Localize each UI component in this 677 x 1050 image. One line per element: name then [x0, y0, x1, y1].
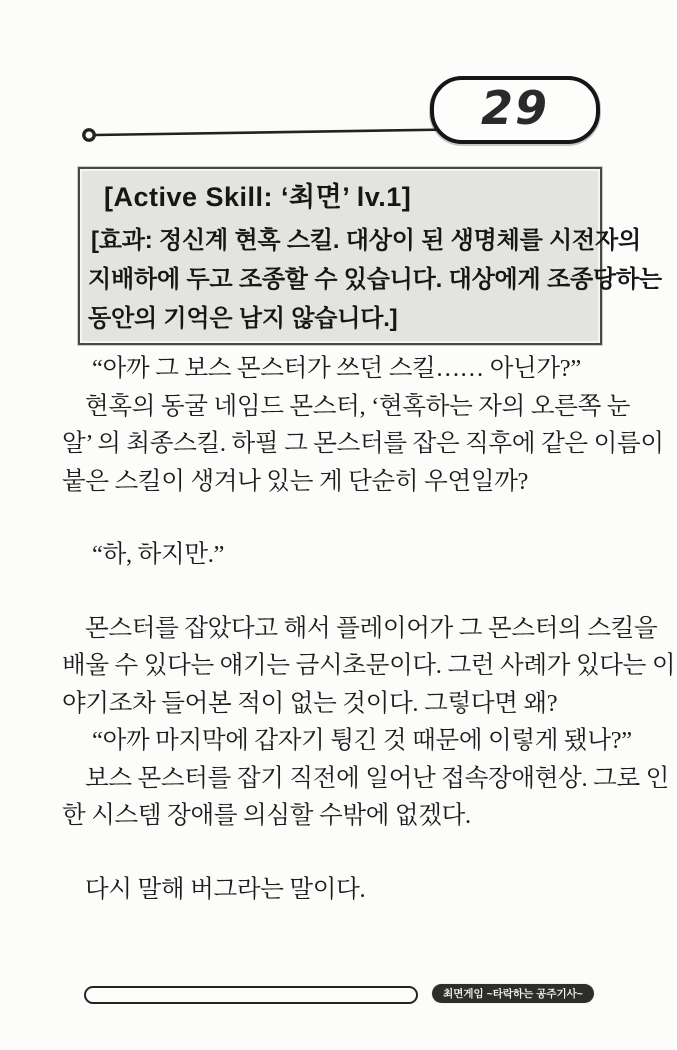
text-line: 몬스터를 잡았다고 해서 플레이어가 그 몬스터의 스킬을: [85, 614, 658, 642]
leader-end-dot: [84, 130, 94, 140]
text-line: 붙은 스킬이 생겨나 있는 게 단순히 우연일까?: [62, 467, 529, 495]
blank-line: [62, 574, 634, 610]
skill-status-window: [78, 167, 662, 345]
body-text: [62, 350, 676, 908]
text-line: “하, 하지만.”: [92, 541, 225, 568]
footer-box: [84, 986, 418, 1004]
skill-effect-line: [효과: 정신계 현혹 스킬. 대상이 된 생명체를 시전자의: [91, 227, 641, 254]
skill-title: [Active Skill: ‘최면’ lv.1]: [104, 182, 412, 212]
blank-line: [62, 500, 634, 536]
chapter-number: 29: [480, 81, 549, 135]
text-line: 야기조차 들어본 적이 없는 것이다. 그렇다면 왜?: [62, 689, 558, 717]
skill-effect-line: 지배하에 두고 조종할 수 있습니다. 대상에게 조종당하는: [88, 266, 662, 293]
text-line: 한 시스템 장애를 의심할 수밖에 없겠다.: [62, 802, 471, 829]
text-line: 다시 말해 버그라는 말이다.: [85, 875, 366, 903]
text-line: “아까 마지막에 갑자기 튕긴 것 때문에 이렇게 됐나?”: [92, 727, 632, 754]
text-line: 알’ 의 최종스킬. 하필 그 몬스터를 잡은 직후에 같은 이름이: [62, 430, 664, 457]
text-line: 배울 수 있다는 얘기는 금시초문이다. 그런 사례가 있다는 이: [62, 652, 676, 679]
chapter-number-box: [430, 76, 600, 144]
series-title-badge: 최면게임 ~타락하는 공주기사~: [432, 984, 594, 1003]
skill-effect-line: 동안의 기억은 남지 않습니다.]: [88, 305, 398, 332]
text-line: 현혹의 동굴 네임드 몬스터, ‘현혹하는 자의 오른쪽 눈: [85, 392, 631, 420]
blank-line: [62, 835, 634, 871]
text-line: 보스 몬스터를 잡기 직전에 일어난 접속장애현상. 그로 인: [85, 764, 670, 792]
text-line: “아까 그 보스 몬스터가 쓰던 스킬…… 아닌가?”: [92, 355, 581, 382]
